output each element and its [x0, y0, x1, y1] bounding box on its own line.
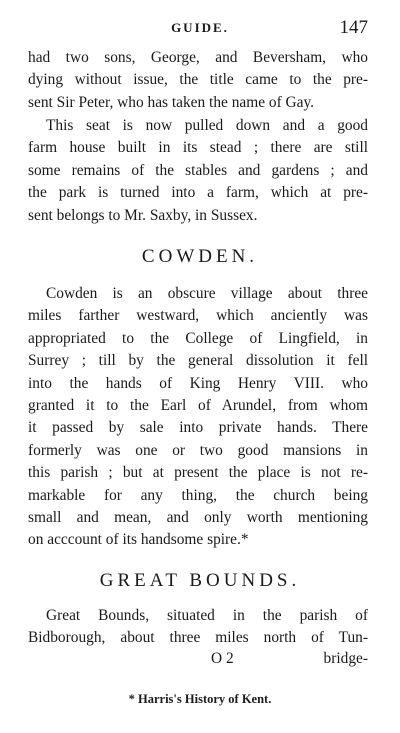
page-number: 147 — [339, 17, 368, 38]
text-line: Great Bounds, situated in the parish of — [46, 607, 368, 624]
paragraph-great-bounds — [28, 605, 368, 650]
text-line: formerly was one or two good mansions in — [28, 441, 368, 459]
text-line: miles farther westward, which anciently was — [28, 307, 368, 325]
text-line: Bidborough, about three miles north of Tun- — [28, 629, 368, 647]
text-line: small and mean, and only worth mentioning — [28, 508, 368, 526]
running-head — [0, 17, 400, 44]
text-line: appropriated to the College of Lingfield, in — [28, 329, 368, 347]
paragraph-seat — [28, 115, 368, 227]
text-line: on acccount of its handsome spire.* — [28, 531, 249, 549]
signature-mark: O 2 — [211, 650, 234, 667]
text-line: sent Sir Peter, who has taken the name of Gay. — [28, 93, 315, 111]
text-line: Cowden is an obscure village about three — [46, 285, 368, 302]
section-heading-great-bounds: GREAT BOUNDS. — [99, 570, 301, 591]
text-line: markable for any thing, the church being — [28, 486, 368, 504]
text-line: Surrey ; till by the general dissolution it fell — [28, 352, 368, 370]
running-title: GUIDE. — [171, 20, 229, 35]
text-line: it passed by sale into private hands. There — [28, 419, 368, 437]
text-line: some remains of the stables and gardens ; and — [28, 161, 368, 179]
text-line: This seat is now pulled down and a good — [46, 117, 368, 134]
text-line: had two sons, George, and Beversham, who — [28, 49, 368, 66]
text-line: this parish ; but at present the place is not re- — [28, 464, 368, 482]
text-line: dying without issue, the title came to the pre- — [28, 71, 368, 89]
text-line: farm house built in its stead ; there are still — [28, 139, 368, 157]
catchword: bridge- — [323, 650, 368, 667]
catch-line — [28, 650, 368, 672]
text-line: into the hands of King Henry VIII. who — [28, 374, 368, 392]
section-heading-cowden: COWDEN. — [141, 246, 259, 267]
paragraph-cowden — [28, 283, 368, 552]
text-line: the park is turned into a farm, which at pre- — [28, 184, 368, 202]
text-line: granted it to the Earl of Arundel, from whom — [28, 396, 368, 414]
paragraph-continuation — [28, 47, 368, 114]
footnote: * Harris's History of Kent. — [128, 692, 272, 706]
text-line: sent belongs to Mr. Saxby, in Sussex. — [28, 206, 258, 224]
